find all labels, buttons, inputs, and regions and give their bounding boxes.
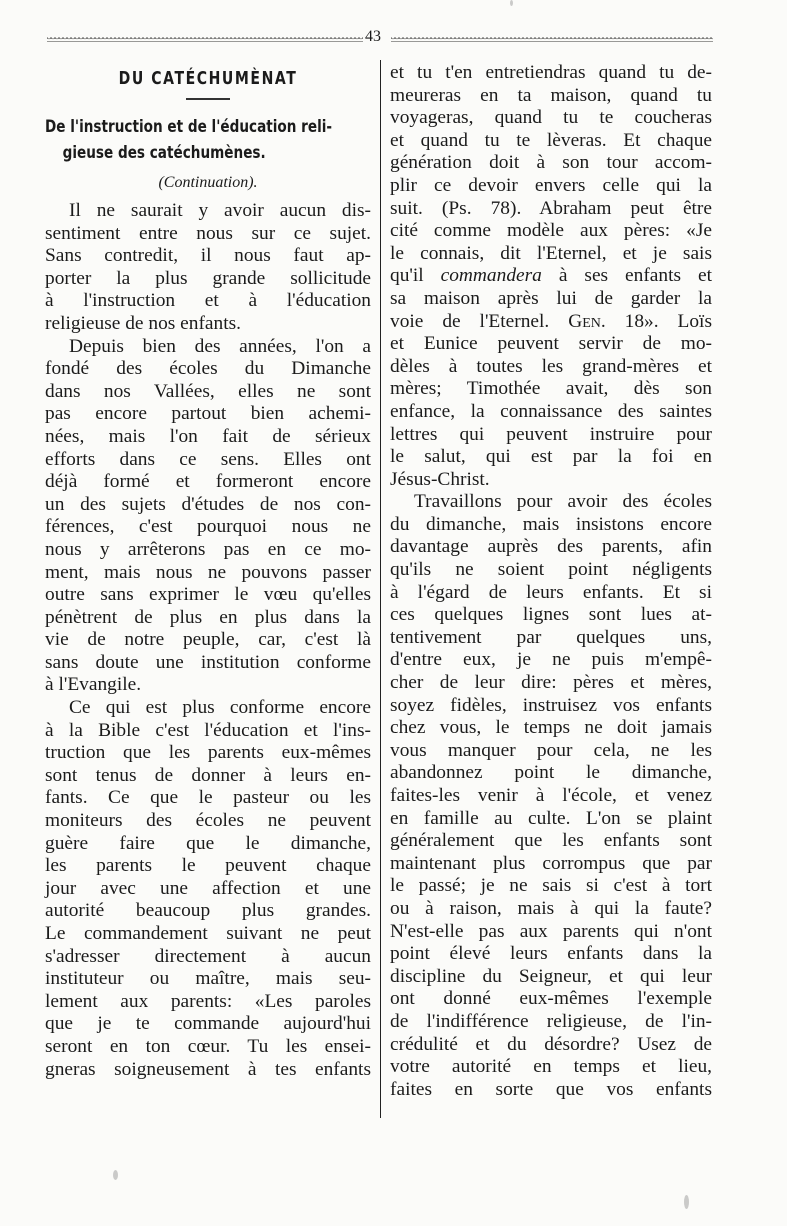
text-line: point élevé leurs enfants dans la [390, 943, 712, 965]
text-line: de l'indifférence religieuse, de l'in- [390, 1010, 712, 1032]
wavy-rule-left [47, 37, 363, 42]
text-line: enfance, la connaissance des saintes [390, 400, 712, 422]
article-title: DU CATÉCHUMÈNAT [118, 68, 298, 89]
text-line: cher de leur dire: pères et mères, [390, 672, 712, 694]
text-line: Travaillons pour avoir des écoles [414, 491, 712, 513]
left-column-body [45, 200, 371, 1081]
text-line: soyez fidèles, instruisez vos enfants [390, 694, 712, 716]
text-line: généralement que les enfants sont [390, 830, 712, 852]
text-line: Depuis bien des années, l'on a [69, 335, 371, 357]
text-line: génération doit à son tour accom- [390, 152, 712, 174]
text-line: fondé des écoles du Dimanche [45, 358, 371, 380]
text-line: lement aux parents: «Les paroles [45, 990, 371, 1012]
text-line: tentivement par quelques uns, [390, 626, 712, 648]
text-line: voyageras, quand tu te coucheras [390, 107, 712, 129]
text-line: sentiment entre nous sur ce sujet. [45, 222, 371, 244]
text-line: et Eunice peuvent servir de mo- [390, 333, 712, 355]
text-line: sa maison après lui de garder la [390, 287, 712, 309]
title-rule [186, 98, 230, 100]
text-line: Jésus-Christ. [390, 468, 490, 490]
text-run: qu'il [390, 265, 441, 287]
wavy-rule-right [391, 37, 713, 42]
text-line: religieuse de nos enfants. [45, 312, 241, 334]
text-line: vous manquer pour cela, ne les [390, 739, 712, 761]
text-line: du dimanche, mais insistons encore [390, 513, 712, 535]
scan-speck [113, 1170, 118, 1180]
text-line: porter la plus grande sollicitude [45, 267, 371, 289]
text-line: et tu t'en entretiendras quand tu de- [390, 62, 712, 83]
right-column [390, 62, 712, 1101]
text-line: davantage auprès des parents, afin [390, 536, 712, 558]
text-line: nous y arrêterons pas en ce mo- [45, 538, 371, 560]
text-line: abandonnez point le dimanche, [390, 762, 712, 784]
text-line: dans nos Vallées, elles ne sont [45, 380, 371, 402]
text-line: que je te commande aujourd'hui [45, 1013, 371, 1035]
text-line [390, 265, 712, 288]
text-line: à la Bible c'est l'éducation et l'ins- [45, 719, 371, 741]
text-line: plir ce devoir envers celle qui la [390, 174, 712, 196]
text-line: mères; Timothée avait, dès son [390, 378, 712, 400]
text-line: pas encore partout bien achemi- [45, 403, 371, 425]
text-line: s'adresser directement à aucun [45, 945, 371, 967]
page-header [47, 28, 713, 48]
continuation-note: (Continuation). [158, 174, 258, 191]
text-line: nées, mais l'on fait de sérieux [45, 425, 371, 447]
article-subtitle-line-2: gieuse des catéchumènes. [62, 143, 266, 163]
text-run: à ses enfants et [541, 265, 712, 287]
text-line [390, 311, 712, 334]
scan-speck [510, 0, 513, 6]
text-line: N'est-elle pas aux parents qui n'ont [390, 920, 712, 942]
text-line: gneras soigneusement à tes enfants [45, 1058, 371, 1080]
text-line: votre autorité en temps et lieu, [390, 1056, 712, 1078]
text-line: fants. Ce que le pasteur ou les [45, 787, 371, 809]
text-line: à l'égard de leurs enfants. Et si [390, 581, 712, 603]
text-line: vie de notre peuple, car, c'est là [45, 629, 371, 651]
text-line: instituteur ou maître, mais seu- [45, 968, 371, 990]
text-line: cité comme modèle aux pères: «Je [390, 220, 712, 242]
text-line: le connais, dit l'Eternel, et je sais [390, 242, 712, 264]
text-line: sans doute une institution conforme [45, 651, 371, 673]
text-line: dèles à toutes les grand-mères et [390, 355, 712, 377]
text-line: truction que les parents eux-mêmes [45, 742, 371, 764]
text-line: maintenant plus corrompus que par [390, 852, 712, 874]
page-number: 43 [365, 28, 381, 45]
emphasis-run: commandera [440, 265, 542, 287]
text-line: d'entre eux, je ne puis m'empê- [390, 649, 712, 671]
text-line: guère faire que le dimanche, [45, 832, 371, 854]
text-line: un des sujets d'études de nos con- [45, 493, 371, 515]
text-line: ment, mais nous ne pouvons passer [45, 561, 371, 583]
text-line: meureras en ta maison, quand tu [390, 84, 712, 106]
text-line: discipline du Seigneur, et qui leur [390, 965, 712, 987]
text-run: 18». Loïs [605, 310, 712, 332]
left-column [45, 62, 371, 1081]
article-subtitle-line-1: De l'instruction et de l'éducation reli- [45, 117, 333, 137]
text-line: efforts dans ce sens. Elles ont [45, 448, 371, 470]
text-line: à l'Evangile. [45, 674, 142, 696]
text-line: autorité beaucoup plus grandes. [45, 900, 371, 922]
column-divider [380, 60, 381, 1118]
text-line: qu'ils ne soient point négligents [390, 559, 712, 581]
text-line: faites-les venir à l'école, et venez [390, 785, 712, 806]
text-line: pénètrent de plus en plus dans la [45, 606, 371, 628]
text-line: et quand tu te lèveras. Et chaque [390, 129, 712, 151]
text-line: en famille au culte. L'on se plaint [390, 807, 712, 829]
text-line: suit. (Ps. 78). Abraham peut être [390, 197, 712, 219]
text-line: chez vous, le temps ne doit jamais [390, 717, 712, 739]
text-line: Le commandement suivant ne peut [45, 923, 371, 944]
text-line: seront en ton cœur. Tu les ensei- [45, 1035, 371, 1057]
text-line: férences, c'est pourquoi nous ne [45, 516, 371, 538]
text-line: Il ne saurait y avoir aucun dis- [69, 200, 371, 221]
text-line: les parents le peuvent chaque [45, 855, 371, 877]
text-line: Ce qui est plus conforme encore [69, 697, 371, 719]
text-line: à l'instruction et à l'éducation [45, 290, 371, 312]
emphasis-run: Gen. [568, 310, 606, 332]
text-line: ces quelques lignes sont lues at- [390, 604, 712, 626]
text-line: sont tenus de donner à leurs en- [45, 764, 371, 786]
text-line: ont donné eux-mêmes l'exemple [390, 988, 712, 1010]
text-line: lettres qui peuvent instruire pour [390, 423, 712, 445]
text-line: outre sans exprimer le vœu qu'elles [45, 584, 371, 606]
text-run: voie de l'Eternel. [390, 310, 569, 332]
text-line: moniteurs des écoles ne peuvent [45, 810, 371, 832]
text-line: déjà formé et formeront encore [45, 471, 371, 493]
right-column-body [390, 62, 712, 1101]
text-line: le passé; je ne sais si c'est à tort [390, 875, 712, 897]
scan-speck [684, 1195, 689, 1209]
text-line: le salut, qui est par la foi en [390, 446, 712, 468]
text-line: ou à raison, mais à qui la faute? [390, 897, 712, 919]
text-line: Sans contredit, il nous faut ap- [45, 245, 371, 267]
text-line: jour avec une affection et une [45, 877, 371, 899]
text-line: crédulité et du désordre? Usez de [390, 1033, 712, 1055]
text-line: faites en sorte que vos enfants [390, 1078, 712, 1100]
